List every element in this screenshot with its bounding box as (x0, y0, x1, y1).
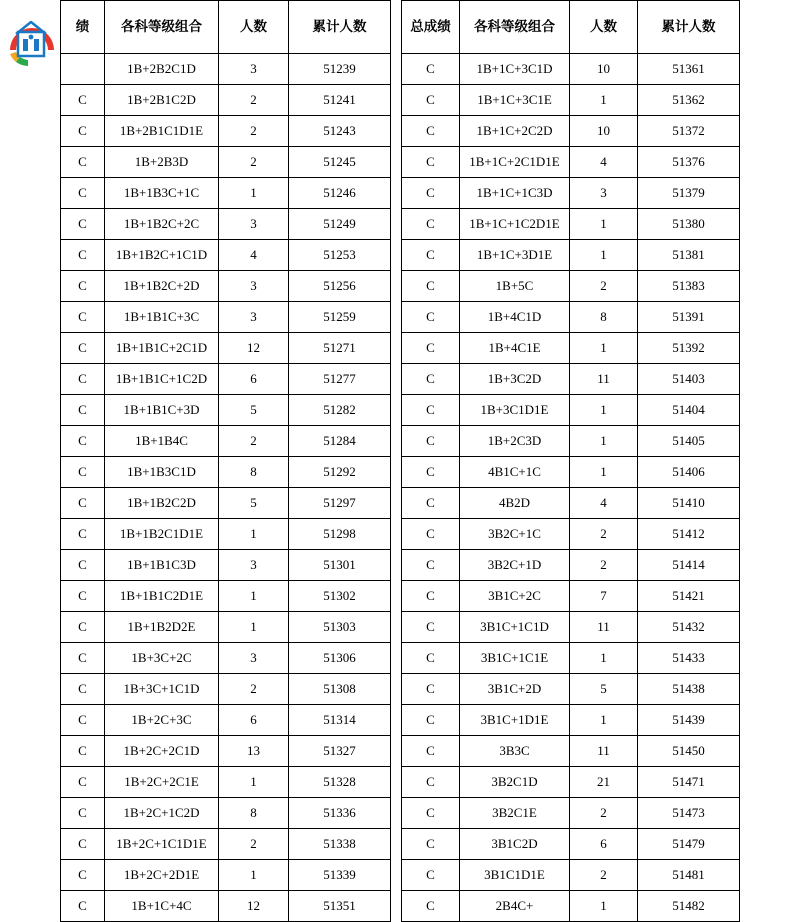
cell-grade-combo: 1B+1B1C3D (105, 550, 219, 581)
cell-count: 12 (219, 333, 289, 364)
cell-cumulative: 51414 (638, 550, 740, 581)
cell-cumulative: 51292 (289, 457, 391, 488)
cell-count: 1 (219, 860, 289, 891)
cell-count: 2 (219, 85, 289, 116)
cell-score: C (61, 116, 105, 147)
cell-grade-combo: 1B+1B3C+1C (105, 178, 219, 209)
cell-cumulative: 51328 (289, 767, 391, 798)
cell-grade-combo: 1B+1C+3C1D (460, 54, 570, 85)
cell-cumulative: 51336 (289, 798, 391, 829)
cell-count: 8 (219, 457, 289, 488)
cell-cumulative: 51432 (638, 612, 740, 643)
cell-cumulative: 51339 (289, 860, 391, 891)
cell-count: 2 (570, 271, 638, 302)
cell-cumulative: 51482 (638, 891, 740, 922)
cell-cumulative: 51405 (638, 426, 740, 457)
cell-score: C (402, 643, 460, 674)
cell-score: C (61, 643, 105, 674)
cell-cumulative: 51314 (289, 705, 391, 736)
cell-count: 2 (219, 426, 289, 457)
cell-grade-combo: 1B+1C+2C2D (460, 116, 570, 147)
cell-cumulative: 51433 (638, 643, 740, 674)
table-row (402, 116, 740, 147)
cell-grade-combo: 2B4C+ (460, 891, 570, 922)
cell-score: C (402, 333, 460, 364)
cell-cumulative: 51438 (638, 674, 740, 705)
cell-grade-combo: 1B+1B1C+1C2D (105, 364, 219, 395)
table-row (402, 488, 740, 519)
cell-cumulative: 51297 (289, 488, 391, 519)
table-row (402, 364, 740, 395)
table-row (402, 550, 740, 581)
cell-cumulative: 51249 (289, 209, 391, 240)
cell-grade-combo: 3B1C2D (460, 829, 570, 860)
cell-cumulative: 51338 (289, 829, 391, 860)
cell-grade-combo: 3B2C1D (460, 767, 570, 798)
cell-score: C (61, 147, 105, 178)
cell-score: C (61, 612, 105, 643)
cell-cumulative: 51481 (638, 860, 740, 891)
cell-count: 6 (219, 364, 289, 395)
table-row (61, 271, 391, 302)
table-row (61, 767, 391, 798)
cell-grade-combo: 1B+2C+1C2D (105, 798, 219, 829)
cell-cumulative: 51282 (289, 395, 391, 426)
cell-grade-combo: 1B+2C+1C1D1E (105, 829, 219, 860)
cell-count: 4 (219, 240, 289, 271)
table-row (402, 209, 740, 240)
cell-cumulative: 51450 (638, 736, 740, 767)
table-row (61, 302, 391, 333)
table-row (402, 581, 740, 612)
cell-score: C (402, 891, 460, 922)
cell-count: 21 (570, 767, 638, 798)
table-row (402, 395, 740, 426)
cell-grade-combo: 1B+1C+4C (105, 891, 219, 922)
cell-score: C (402, 674, 460, 705)
cell-score: C (402, 271, 460, 302)
cell-grade-combo: 1B+2C+2C1E (105, 767, 219, 798)
table-body-right (402, 54, 740, 922)
cell-count: 1 (570, 209, 638, 240)
cell-score: C (402, 736, 460, 767)
cell-score: C (61, 209, 105, 240)
table-row (402, 147, 740, 178)
cell-score: C (402, 581, 460, 612)
cell-score: C (402, 364, 460, 395)
cell-grade-combo: 1B+2B1C1D1E (105, 116, 219, 147)
column-header-count: 人数 (570, 1, 638, 54)
cell-score: C (61, 767, 105, 798)
cell-grade-combo: 4B2D (460, 488, 570, 519)
column-header-subject-grade-combo: 各科等级组合 (460, 1, 570, 54)
cell-grade-combo: 1B+3C+2C (105, 643, 219, 674)
table-row (61, 519, 391, 550)
cell-score: C (61, 519, 105, 550)
table-row (402, 643, 740, 674)
cell-cumulative: 51471 (638, 767, 740, 798)
cell-score: C (61, 581, 105, 612)
cell-count: 3 (219, 54, 289, 85)
cell-score: C (61, 457, 105, 488)
cell-score: C (61, 333, 105, 364)
table-row (61, 581, 391, 612)
cell-score: C (402, 147, 460, 178)
cell-score: C (61, 240, 105, 271)
table-row (402, 302, 740, 333)
cell-count: 1 (219, 767, 289, 798)
cell-score: C (402, 178, 460, 209)
cell-grade-combo: 3B1C+1C1D (460, 612, 570, 643)
cell-count: 11 (570, 364, 638, 395)
cell-grade-combo: 3B1C+1C1E (460, 643, 570, 674)
cell-grade-combo: 1B+1B1C+3C (105, 302, 219, 333)
cell-cumulative: 51403 (638, 364, 740, 395)
cell-cumulative: 51271 (289, 333, 391, 364)
cell-score: C (61, 302, 105, 333)
table-row (61, 674, 391, 705)
cell-count: 1 (570, 240, 638, 271)
cell-count: 5 (570, 674, 638, 705)
cell-cumulative: 51259 (289, 302, 391, 333)
cell-count: 2 (219, 116, 289, 147)
cell-cumulative: 51412 (638, 519, 740, 550)
cell-score: C (61, 705, 105, 736)
table-row (61, 116, 391, 147)
column-header-count: 人数 (219, 1, 289, 54)
table-row (61, 333, 391, 364)
cell-cumulative: 51380 (638, 209, 740, 240)
table-row (402, 519, 740, 550)
cell-count: 1 (570, 85, 638, 116)
cell-score: C (61, 395, 105, 426)
cell-count: 3 (219, 302, 289, 333)
house-logo (6, 16, 58, 68)
cell-score: C (402, 302, 460, 333)
cell-score: C (402, 116, 460, 147)
cell-grade-combo: 3B3C (460, 736, 570, 767)
cell-score: C (61, 178, 105, 209)
cell-cumulative: 51479 (638, 829, 740, 860)
cell-count: 6 (219, 705, 289, 736)
table-row (402, 271, 740, 302)
cell-score (61, 54, 105, 85)
table-row (402, 829, 740, 860)
cell-score: C (61, 736, 105, 767)
cell-count: 2 (570, 519, 638, 550)
table-header-row (61, 1, 391, 54)
cell-cumulative: 51376 (638, 147, 740, 178)
cell-count: 6 (570, 829, 638, 860)
cell-count: 1 (570, 426, 638, 457)
cell-grade-combo: 1B+1B2C1D1E (105, 519, 219, 550)
cell-grade-combo: 3B1C+2D (460, 674, 570, 705)
cell-cumulative: 51439 (638, 705, 740, 736)
table-row (402, 860, 740, 891)
cell-grade-combo: 3B2C1E (460, 798, 570, 829)
cell-count: 4 (570, 147, 638, 178)
table-row (61, 426, 391, 457)
cell-cumulative: 51298 (289, 519, 391, 550)
table-row (402, 767, 740, 798)
cell-grade-combo: 1B+1B3C1D (105, 457, 219, 488)
table-row (402, 674, 740, 705)
cell-count: 5 (219, 488, 289, 519)
cell-cumulative: 51381 (638, 240, 740, 271)
cell-grade-combo: 1B+1C+3D1E (460, 240, 570, 271)
cell-grade-combo: 3B1C1D1E (460, 860, 570, 891)
cell-grade-combo: 1B+1C+1C2D1E (460, 209, 570, 240)
cell-score: C (402, 54, 460, 85)
table-row (61, 488, 391, 519)
table-row (61, 147, 391, 178)
table-row (61, 798, 391, 829)
cell-grade-combo: 4B1C+1C (460, 457, 570, 488)
table-row (61, 240, 391, 271)
table-row (402, 798, 740, 829)
cell-count: 11 (570, 736, 638, 767)
cell-cumulative: 51243 (289, 116, 391, 147)
cell-grade-combo: 1B+4C1D (460, 302, 570, 333)
cell-cumulative: 51256 (289, 271, 391, 302)
table-row (61, 550, 391, 581)
cell-count: 1 (570, 333, 638, 364)
cell-grade-combo: 1B+4C1E (460, 333, 570, 364)
cell-count: 3 (219, 209, 289, 240)
cell-count: 8 (219, 798, 289, 829)
table-row (61, 364, 391, 395)
cell-grade-combo: 1B+1B2C+2C (105, 209, 219, 240)
cell-count: 7 (570, 581, 638, 612)
cell-score: C (61, 550, 105, 581)
cell-cumulative: 51245 (289, 147, 391, 178)
cell-score: C (402, 767, 460, 798)
cell-cumulative: 51410 (638, 488, 740, 519)
cell-cumulative: 51361 (638, 54, 740, 85)
cell-grade-combo: 1B+1B4C (105, 426, 219, 457)
table-row (61, 85, 391, 116)
cell-count: 1 (570, 395, 638, 426)
cell-score: C (61, 488, 105, 519)
cell-score: C (402, 519, 460, 550)
cell-cumulative: 51351 (289, 891, 391, 922)
cell-cumulative: 51239 (289, 54, 391, 85)
cell-cumulative: 51253 (289, 240, 391, 271)
cell-cumulative: 51303 (289, 612, 391, 643)
cell-grade-combo: 1B+1B1C+2C1D (105, 333, 219, 364)
cell-grade-combo: 1B+2C+3C (105, 705, 219, 736)
cell-cumulative: 51392 (638, 333, 740, 364)
grades-table-right (401, 0, 740, 922)
cell-score: C (402, 860, 460, 891)
table-row (402, 85, 740, 116)
cell-count: 1 (570, 705, 638, 736)
cell-cumulative: 51383 (638, 271, 740, 302)
cell-score: C (402, 209, 460, 240)
cell-cumulative: 51327 (289, 736, 391, 767)
cell-count: 1 (570, 891, 638, 922)
cell-grade-combo: 1B+1C+1C3D (460, 178, 570, 209)
cell-grade-combo: 1B+1C+2C1D1E (460, 147, 570, 178)
cell-grade-combo: 1B+1B2C+1C1D (105, 240, 219, 271)
cell-cumulative: 51302 (289, 581, 391, 612)
table-row (61, 457, 391, 488)
cell-count: 10 (570, 54, 638, 85)
cell-grade-combo: 3B1C+2C (460, 581, 570, 612)
cell-grade-combo: 3B1C+1D1E (460, 705, 570, 736)
cell-score: C (402, 798, 460, 829)
cell-score: C (61, 271, 105, 302)
cell-score: C (402, 240, 460, 271)
cell-count: 1 (219, 519, 289, 550)
cell-cumulative: 51391 (638, 302, 740, 333)
table-row (61, 860, 391, 891)
cell-score: C (61, 364, 105, 395)
column-header-cumulative-count: 累计人数 (289, 1, 391, 54)
table-row (61, 736, 391, 767)
cell-count: 3 (570, 178, 638, 209)
table-row (61, 829, 391, 860)
cell-score: C (61, 860, 105, 891)
cell-grade-combo: 1B+1C+3C1E (460, 85, 570, 116)
column-header-cumulative-count: 累计人数 (638, 1, 740, 54)
cell-score: C (402, 457, 460, 488)
table-row (61, 54, 391, 85)
cell-count: 3 (219, 271, 289, 302)
cell-cumulative: 51306 (289, 643, 391, 674)
cell-count: 2 (570, 860, 638, 891)
cell-grade-combo: 1B+1B1C+3D (105, 395, 219, 426)
cell-grade-combo: 1B+3C+1C1D (105, 674, 219, 705)
table-row (402, 333, 740, 364)
column-header-score: 绩 (61, 1, 105, 54)
cell-score: C (61, 891, 105, 922)
table-row (61, 209, 391, 240)
cell-score: C (402, 426, 460, 457)
cell-cumulative: 51362 (638, 85, 740, 116)
cell-grade-combo: 1B+1B2C2D (105, 488, 219, 519)
cell-grade-combo: 1B+2C3D (460, 426, 570, 457)
cell-cumulative: 51379 (638, 178, 740, 209)
table-row (61, 395, 391, 426)
cell-count: 2 (219, 829, 289, 860)
cell-cumulative: 51277 (289, 364, 391, 395)
table-row (402, 426, 740, 457)
table-row (61, 612, 391, 643)
cell-count: 1 (219, 178, 289, 209)
cell-grade-combo: 1B+2B2C1D (105, 54, 219, 85)
cell-score: C (61, 798, 105, 829)
cell-count: 2 (219, 674, 289, 705)
cell-score: C (402, 85, 460, 116)
cell-grade-combo: 1B+1B2C+2D (105, 271, 219, 302)
cell-grade-combo: 1B+2C+2C1D (105, 736, 219, 767)
cell-cumulative: 51308 (289, 674, 391, 705)
cell-cumulative: 51246 (289, 178, 391, 209)
cell-score: C (61, 426, 105, 457)
cell-count: 13 (219, 736, 289, 767)
table-row (61, 178, 391, 209)
cell-score: C (61, 674, 105, 705)
cell-score: C (402, 829, 460, 860)
cell-grade-combo: 1B+1B1C2D1E (105, 581, 219, 612)
cell-count: 3 (219, 550, 289, 581)
cell-count: 2 (219, 147, 289, 178)
cell-grade-combo: 1B+2B3D (105, 147, 219, 178)
cell-score: C (61, 85, 105, 116)
table-header-row (402, 1, 740, 54)
table-row (402, 178, 740, 209)
grades-table-left (60, 0, 391, 922)
cell-count: 1 (570, 643, 638, 674)
table-row (61, 643, 391, 674)
cell-count: 1 (219, 612, 289, 643)
cell-count: 2 (570, 550, 638, 581)
cell-cumulative: 51372 (638, 116, 740, 147)
cell-cumulative: 51301 (289, 550, 391, 581)
cell-count: 2 (570, 798, 638, 829)
cell-count: 1 (219, 581, 289, 612)
cell-score: C (402, 612, 460, 643)
cell-cumulative: 51421 (638, 581, 740, 612)
cell-grade-combo: 1B+1B2D2E (105, 612, 219, 643)
cell-count: 3 (219, 643, 289, 674)
table-row (402, 736, 740, 767)
table-row (402, 457, 740, 488)
cell-grade-combo: 3B2C+1C (460, 519, 570, 550)
cell-count: 4 (570, 488, 638, 519)
cell-count: 8 (570, 302, 638, 333)
cell-cumulative: 51473 (638, 798, 740, 829)
table-row (402, 54, 740, 85)
cell-score: C (61, 829, 105, 860)
cell-count: 12 (219, 891, 289, 922)
cell-cumulative: 51404 (638, 395, 740, 426)
cell-score: C (402, 488, 460, 519)
table-row (402, 612, 740, 643)
cell-grade-combo: 1B+2B1C2D (105, 85, 219, 116)
cell-score: C (402, 550, 460, 581)
cell-count: 5 (219, 395, 289, 426)
cell-count: 1 (570, 457, 638, 488)
cell-cumulative: 51406 (638, 457, 740, 488)
cell-score: C (402, 705, 460, 736)
cell-score: C (402, 395, 460, 426)
table-row (61, 705, 391, 736)
cell-cumulative: 51241 (289, 85, 391, 116)
table-row (402, 705, 740, 736)
cell-cumulative: 51284 (289, 426, 391, 457)
cell-count: 10 (570, 116, 638, 147)
cell-grade-combo: 1B+3C2D (460, 364, 570, 395)
cell-grade-combo: 1B+2C+2D1E (105, 860, 219, 891)
table-body-left (61, 54, 391, 922)
table-row (402, 240, 740, 271)
cell-grade-combo: 3B2C+1D (460, 550, 570, 581)
cell-grade-combo: 1B+5C (460, 271, 570, 302)
column-header-subject-grade-combo: 各科等级组合 (105, 1, 219, 54)
cell-count: 11 (570, 612, 638, 643)
cell-grade-combo: 1B+3C1D1E (460, 395, 570, 426)
column-header-total-score: 总成绩 (402, 1, 460, 54)
